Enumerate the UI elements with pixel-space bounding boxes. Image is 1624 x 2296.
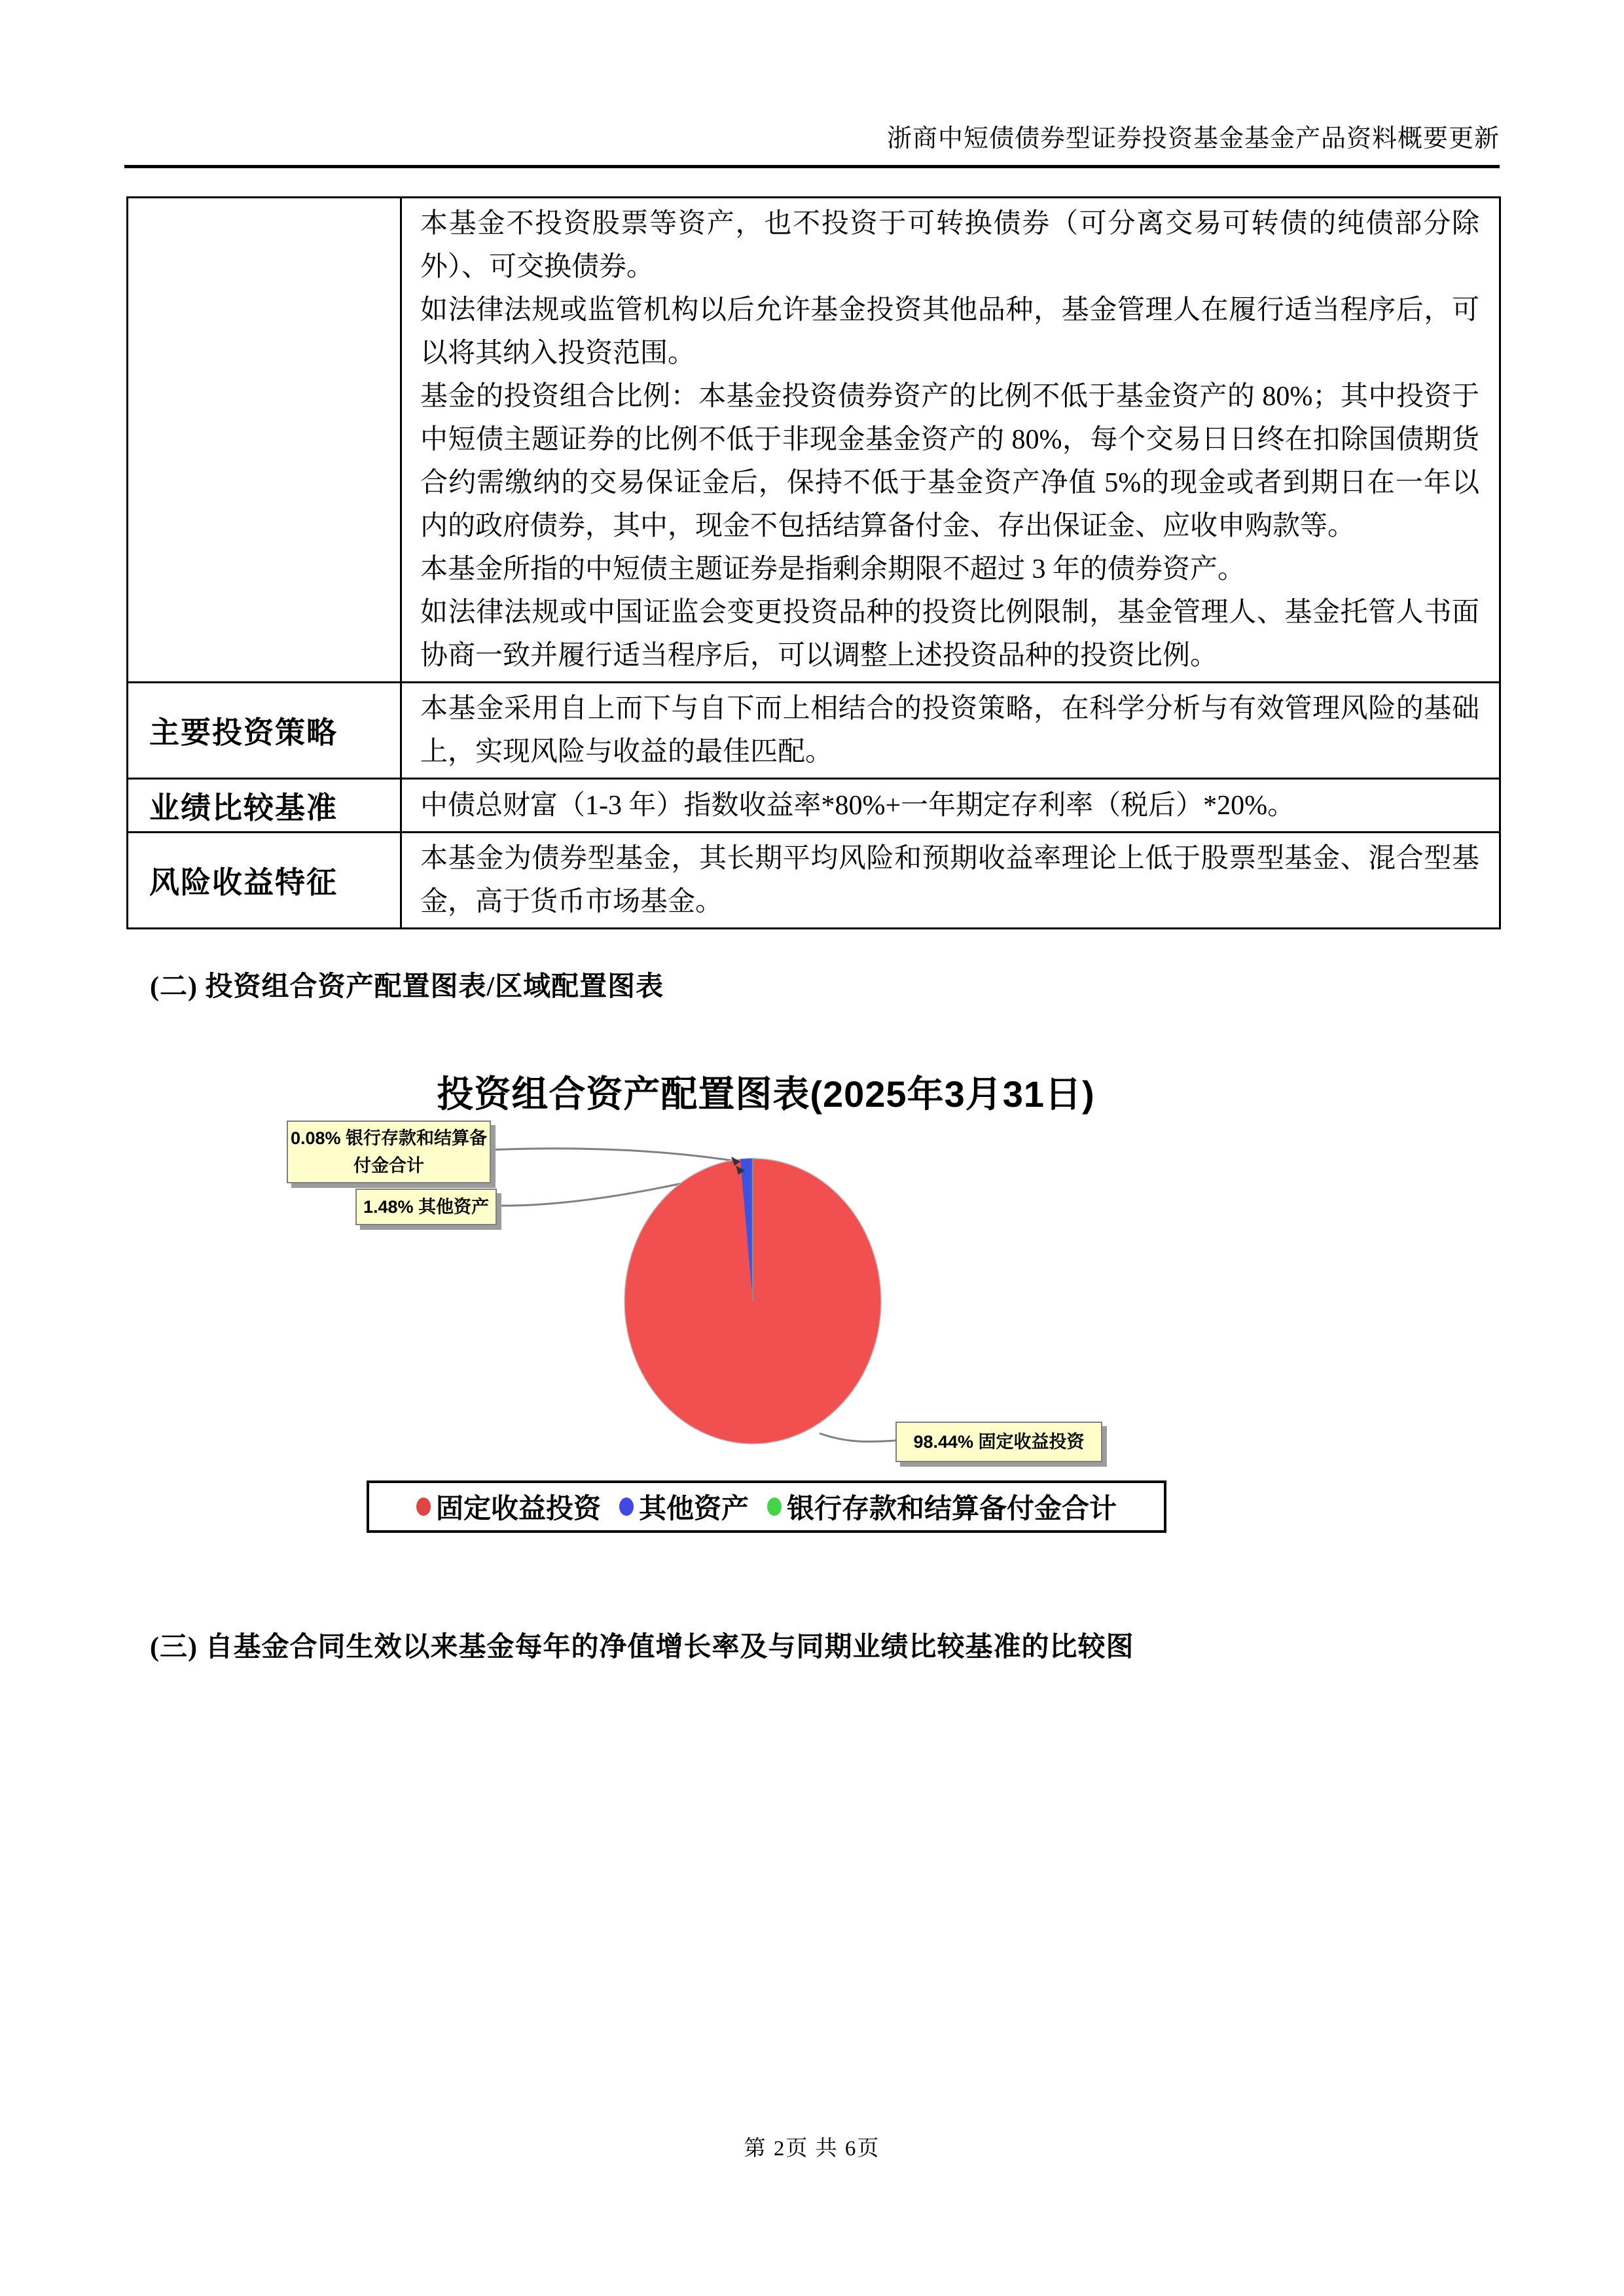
pie-chart-title: 投资组合资产配置图表(2025年3月31日) xyxy=(437,1073,1095,1115)
row-label-benchmark: 业绩比较基准 xyxy=(128,779,401,833)
paragraph: 基金的投资组合比例：本基金投资债券资产的比例不低于基金资产的 80%；其中投资于中短债主题证券的比例不低于非现金基金资产的 80%，每个交易日日终在扣除国债期货合约需缴纳的交易保证金后，保持不低于基金资产净值 5%的现金或者到期日在一年以内的政府债券，其中，现金不包括结算备付金、存出保证金、应收申购款等。 xyxy=(420,382,1479,541)
legend-label: 银行存款和结算备付金合计 xyxy=(787,1493,1117,1524)
table-row xyxy=(128,683,1500,779)
legend-swatch-green-icon xyxy=(767,1498,782,1516)
risk-return-cell xyxy=(401,833,1500,929)
document-header-title: 浙商中短债债券型证券投资基金基金产品资料概要更新 xyxy=(886,125,1500,152)
row-label-strategy: 主要投资策略 xyxy=(128,683,401,779)
pie-label-fixed-income: 98.44% 固定收益投资 xyxy=(895,1422,1102,1462)
table-row xyxy=(128,833,1500,929)
section-heading-annual-return-comparison: (三) 自基金合同生效以来基金每年的净值增长率及与同期业绩比较基准的比较图 xyxy=(150,1632,1134,1662)
pie-chart-legend xyxy=(367,1480,1166,1533)
row-label-risk-return: 风险收益特征 xyxy=(128,833,401,929)
paragraph: 如法律法规或中国证监会变更投资品种的投资比例限制，基金管理人、基金托管人书面协商一致并履行适当程序后，可以调整上述投资品种的投资比例。 xyxy=(420,598,1479,671)
pie-label-line: 0.08% 银行存款和结算备 xyxy=(290,1128,488,1148)
legend-item-other-assets xyxy=(619,1487,749,1526)
paragraph: 本基金采用自上而下与自下而上相结合的投资策略，在科学分析与有效管理风险的基础上，实现风险与收益的最佳匹配。 xyxy=(420,694,1479,767)
row-label-empty xyxy=(128,198,401,683)
pie-label-line: 付金合计 xyxy=(353,1156,424,1175)
callout-connector-bank xyxy=(488,1149,740,1162)
paragraph: 如法律法规或监管机构以后允许基金投资其他品种，基金管理人在履行适当程序后，可以将其纳入投资范围。 xyxy=(420,295,1479,368)
legend-label: 固定收益投资 xyxy=(435,1493,601,1524)
paragraph: 本基金所指的中短债主题证券是指剩余期限不超过 3 年的债券资产。 xyxy=(420,554,1246,584)
legend-label: 其他资产 xyxy=(638,1493,749,1524)
pie-label-bank-deposit xyxy=(287,1121,491,1183)
strategy-cell xyxy=(401,683,1500,779)
table-row xyxy=(128,779,1500,833)
pie-label-other-assets: 1.48% 其他资产 xyxy=(355,1189,497,1225)
legend-swatch-blue-icon xyxy=(619,1498,634,1516)
paragraph: 本基金为债券型基金，其长期平均风险和预期收益率理论上低于股票型基金、混合型基金，高于货币市场基金。 xyxy=(420,844,1479,917)
section-heading-asset-allocation: (二) 投资组合资产配置图表/区域配置图表 xyxy=(150,972,664,1002)
fund-info-table xyxy=(126,196,1501,929)
callout-connector-fixed xyxy=(820,1433,895,1442)
legend-item-fixed-income xyxy=(416,1487,601,1526)
benchmark-cell xyxy=(401,779,1500,833)
legend-item-bank-deposit xyxy=(767,1487,1117,1526)
investment-scope-cell xyxy=(401,198,1500,683)
paragraph: 本基金不投资股票等资产，也不投资于可转换债券（可分离交易可转债的纯债部分除外）、可交换债券。 xyxy=(420,209,1479,282)
header-rule xyxy=(124,165,1500,168)
paragraph: 中债总财富（1-3 年）指数收益率*80%+一年期定存利率（税后）*20%。 xyxy=(420,790,1295,821)
legend-swatch-red-icon xyxy=(416,1498,431,1516)
table-row xyxy=(128,198,1500,683)
page-number: 第 2页 共 6页 xyxy=(744,2137,880,2161)
